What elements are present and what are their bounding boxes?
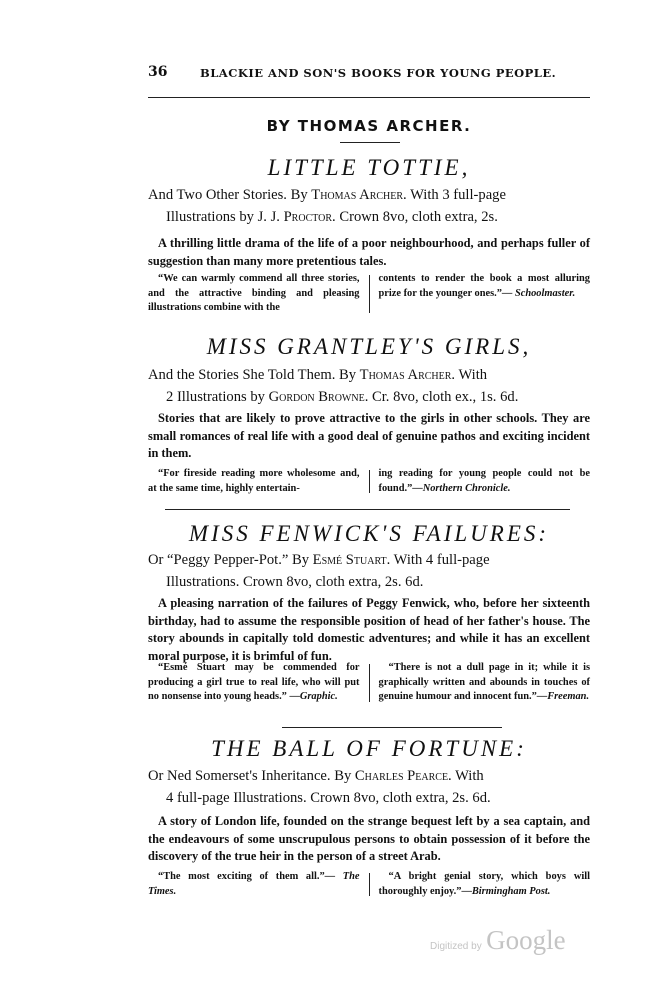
column-divider: [369, 664, 370, 702]
book-subtitle: [148, 184, 590, 228]
book-reviews: [148, 467, 590, 496]
book-reviews: [148, 870, 590, 899]
price-text: 4 full-page Illustrations. Crown 8vo, cloth extra, 2s. 6d.: [166, 790, 491, 806]
section-rule: [282, 727, 502, 728]
review-source: Northern Chronicle.: [422, 482, 511, 494]
subtitle-text: Illustrations by J. J.: [166, 209, 284, 225]
subtitle-text: And the Stories She Told Them. By: [148, 367, 360, 383]
subtitle-text: With 4 full-page: [390, 552, 490, 568]
author-heading: BY THOMAS ARCHER.: [266, 117, 472, 135]
author-name: Thomas Archer.: [359, 367, 456, 383]
review-source: Graphic.: [299, 691, 338, 702]
review-source: Schoolmaster.: [514, 287, 576, 299]
book-reviews: [148, 661, 590, 705]
watermark-prefix: Digitized by: [430, 941, 482, 952]
book-description: A pleasing narration of the failures of Peggy Fenwick, who, before her sixteenth birthday, had to assume the responsible position of head of her father's house. The story abounds in capitally told domestic adventures; and while it has an excellent moral purpose, it is brimful of fun.: [148, 596, 590, 663]
author-name: Charles Pearce.: [354, 768, 452, 784]
running-title: BLACKIE AND SON'S BOOKS FOR YOUNG PEOPLE.: [200, 66, 557, 80]
book-title: THE BALL OF FORTUNE:: [211, 736, 527, 761]
illustrator-name: Gordon Browne.: [268, 389, 369, 405]
book-title: MISS GRANTLEY'S GIRLS,: [206, 334, 532, 359]
review-source: The Times.: [148, 871, 360, 897]
subtitle-text: Or “Peggy Pepper-Pot.” By: [148, 552, 313, 568]
section-rule: [165, 509, 570, 510]
book-reviews: [148, 272, 590, 316]
review-text: ing reading for young people could not be found.”—: [378, 468, 590, 494]
book-subtitle: [148, 364, 590, 408]
author-name: Esmé Stuart.: [312, 552, 391, 568]
book-title: MISS FENWICK'S FAILURES:: [188, 521, 550, 546]
book-subtitle: [148, 765, 590, 809]
price-text: Illustrations. Crown 8vo, cloth extra, 2s. 6d.: [166, 574, 424, 590]
page-number: 36: [148, 64, 168, 80]
book-description: A story of London life, founded on the strange bequest left by a sea captain, and the endeavours of some unscrupulous persons to obtain possession of it before the discovery of the true heir in the person of a street Arab.: [148, 814, 590, 863]
review-text: “A bright genial story, which boys will thoroughly enjoy.”—: [378, 871, 590, 897]
subtitle-text: With: [451, 768, 484, 784]
review-text: “Esmé Stuart may be commended for producing a girl true to real life, who will put no nonsense into young heads.” —: [148, 662, 360, 702]
column-divider: [369, 470, 370, 493]
digitized-watermark: [430, 925, 566, 956]
review-left: “For fireside reading more wholesome and, at the same time, highly entertain-: [148, 468, 360, 494]
review-text: “There is not a dull page in it; while it is graphically written and abounds in touches of genuine humour and innocent fun.”—: [378, 662, 590, 702]
review-text: contents to render the book a most alluring prize for the younger ones.”—: [378, 273, 590, 299]
book-title: LITTLE TOTTIE,: [267, 155, 471, 180]
subtitle-text: And Two Other Stories. By: [148, 187, 312, 203]
review-left: [148, 661, 360, 705]
subtitle-text: With: [455, 367, 488, 383]
subtitle-text: 2 Illustrations by: [166, 389, 269, 405]
column-divider: [369, 275, 370, 313]
header-rule: [148, 97, 590, 98]
google-logo: Google: [486, 925, 566, 955]
illustrator-name: Proctor.: [283, 209, 336, 225]
author-rule: [340, 142, 400, 143]
book-description: Stories that are likely to prove attractive to the girls in other schools. They are small romances of real life with a good deal of genuine pathos and exciting incident in them.: [148, 411, 590, 460]
review-right: [379, 272, 591, 316]
price-text: Crown 8vo, cloth extra, 2s.: [335, 209, 498, 225]
price-text: Cr. 8vo, cloth ex., 1s. 6d.: [368, 389, 519, 405]
book-subtitle: [148, 549, 590, 593]
review-left: “We can warmly commend all three stories, and the attractive binding and pleasing illustrations combine with the: [148, 273, 360, 313]
book-description: A thrilling little drama of the life of a poor neighbourhood, and perhaps fuller of suggestion than many more pretentious tales.: [148, 236, 590, 268]
review-source: Birmingham Post.: [471, 885, 551, 897]
review-text: “The most exciting of them all.”—: [158, 871, 336, 882]
subtitle-text: Or Ned Somerset's Inheritance. By: [148, 768, 355, 784]
review-right: [379, 467, 591, 496]
review-left: [148, 870, 360, 899]
review-source: Freeman.: [547, 691, 590, 702]
column-divider: [369, 873, 370, 896]
review-right: [379, 870, 591, 899]
author-name: Thomas Archer.: [311, 187, 407, 203]
review-right: [379, 661, 591, 705]
subtitle-text: With 3 full-page: [406, 187, 506, 203]
